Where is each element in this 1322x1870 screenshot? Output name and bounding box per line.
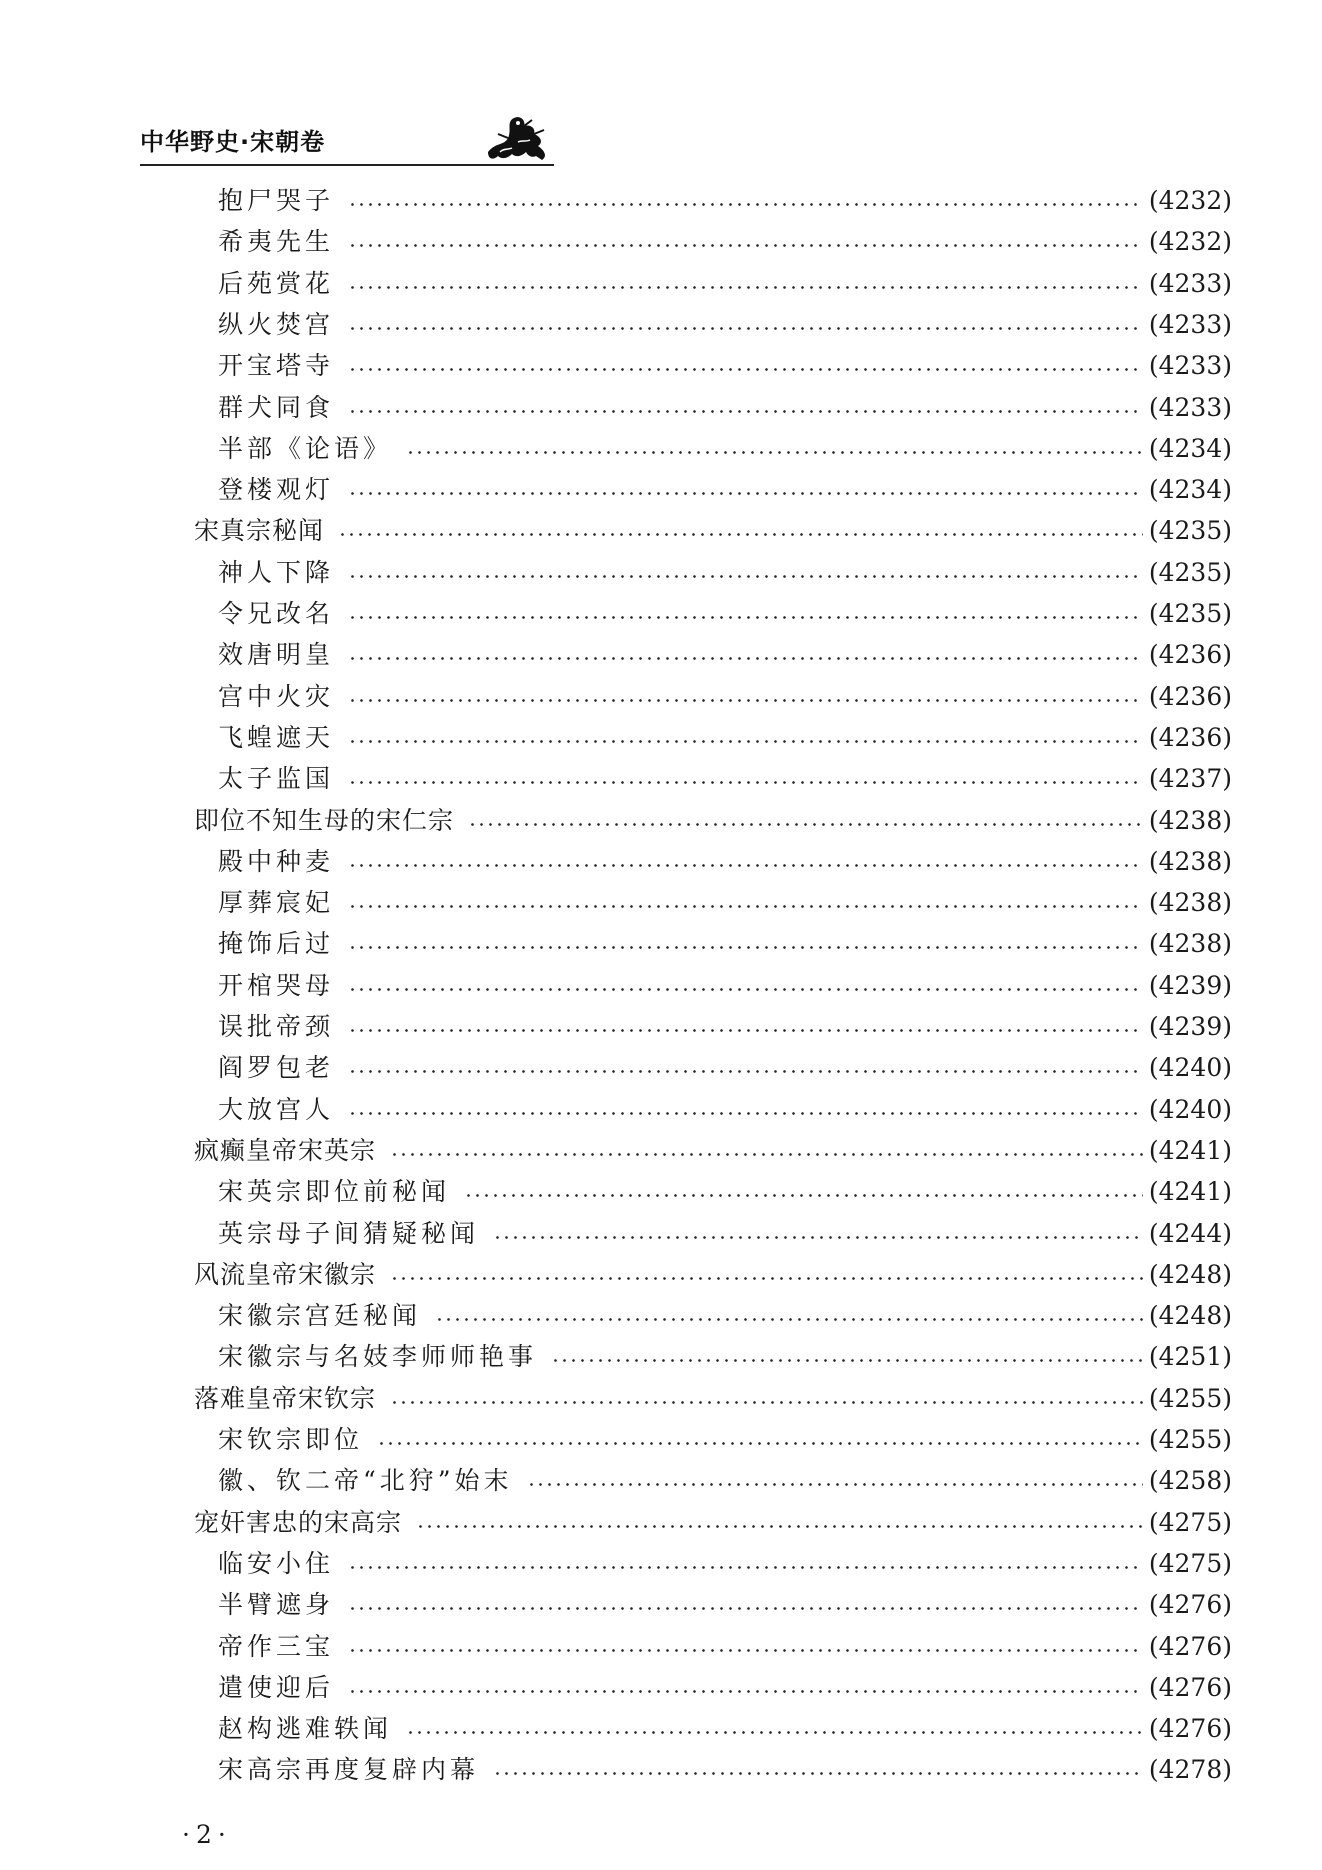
dot-leader — [464, 1194, 1143, 1197]
toc-entry-title: 临安小住 — [218, 1549, 335, 1578]
toc-entry-title: 令兄改名 — [218, 599, 335, 628]
toc-entry-title: 宫中火灾 — [218, 682, 335, 711]
dot-leader — [348, 286, 1143, 289]
toc-entry-page: (4241) — [1148, 1136, 1232, 1165]
toc-entry-title: 神人下降 — [218, 558, 335, 587]
toc-entry-page: (4233) — [1148, 393, 1232, 422]
dot-leader — [348, 864, 1143, 867]
toc-entry-page: (4244) — [1148, 1219, 1232, 1248]
toc-entry-page: (4240) — [1148, 1053, 1232, 1082]
toc-entry-page: (4234) — [1148, 475, 1232, 504]
dragon-icon — [478, 112, 556, 164]
toc-section-entry — [218, 306, 1232, 344]
toc-entry-page: (4234) — [1148, 434, 1232, 463]
toc-section-entry — [218, 1091, 1232, 1129]
dot-leader — [348, 740, 1143, 743]
dot-leader — [348, 368, 1143, 371]
toc-entry-title: 后苑赏花 — [218, 269, 335, 298]
toc-entry-page: (4241) — [1148, 1177, 1232, 1206]
toc-section-entry — [218, 925, 1232, 963]
dot-leader — [390, 1277, 1143, 1280]
toc-entry-title: 半臂遮身 — [218, 1590, 335, 1619]
toc-section-entry — [218, 1049, 1232, 1087]
toc-section-entry — [218, 967, 1232, 1005]
toc-entry-title: 开棺哭母 — [218, 971, 335, 1000]
toc-section-entry — [218, 1751, 1232, 1789]
toc-section-entry — [218, 389, 1232, 427]
dot-leader — [348, 1649, 1143, 1652]
dot-leader — [348, 699, 1143, 702]
toc-entry-title: 效唐明皇 — [218, 640, 335, 669]
toc-section-entry — [218, 347, 1232, 385]
toc-chapter-entry — [194, 512, 1232, 550]
dot-leader — [527, 1483, 1143, 1486]
toc-entry-title: 殿中种麦 — [218, 847, 335, 876]
page-number: ·2· — [182, 1820, 232, 1849]
dot-leader — [348, 781, 1143, 784]
toc-section-entry — [218, 1008, 1232, 1046]
toc-section-entry — [218, 1462, 1232, 1500]
toc-entry-title: 宋钦宗即位 — [218, 1425, 364, 1454]
dot-leader — [348, 946, 1143, 949]
toc-section-entry — [218, 182, 1232, 220]
toc-entry-page: (4236) — [1148, 682, 1232, 711]
toc-section-entry — [218, 760, 1232, 798]
dot-leader — [348, 492, 1143, 495]
toc-section-entry — [218, 1669, 1232, 1707]
toc-section-entry — [218, 554, 1232, 592]
dot-leader — [377, 1442, 1143, 1445]
toc-entry-title: 开宝塔寺 — [218, 351, 335, 380]
toc-entry-page: (4233) — [1148, 351, 1232, 380]
dot-leader — [338, 533, 1143, 536]
toc-section-entry — [218, 595, 1232, 633]
toc-entry-page: (4276) — [1148, 1590, 1232, 1619]
dot-leader — [390, 1153, 1143, 1156]
toc-entry-title: 太子监国 — [218, 764, 335, 793]
dot-leader — [348, 1112, 1143, 1115]
toc-section-entry — [218, 223, 1232, 261]
toc-entry-title: 大放宫人 — [218, 1095, 335, 1124]
toc-entry-page: (4238) — [1148, 888, 1232, 917]
dot-leader — [348, 616, 1143, 619]
toc-entry-title: 群犬同食 — [218, 393, 335, 422]
toc-entry-page: (4255) — [1148, 1384, 1232, 1413]
toc-entry-page: (4248) — [1148, 1301, 1232, 1330]
toc-section-entry — [218, 1421, 1232, 1459]
toc-entry-page: (4276) — [1148, 1714, 1232, 1743]
header-rule — [140, 164, 554, 166]
dot-leader — [348, 1070, 1143, 1073]
dot-leader — [493, 1236, 1143, 1239]
dot-leader — [348, 1566, 1143, 1569]
toc-entry-page: (4255) — [1148, 1425, 1232, 1454]
dot-leader — [348, 1607, 1143, 1610]
toc-section-entry — [218, 843, 1232, 881]
toc-entry-page: (4239) — [1148, 971, 1232, 1000]
toc-entry-page: (4248) — [1148, 1260, 1232, 1289]
toc-entry-title: 纵火焚宫 — [218, 310, 335, 339]
dot-leader — [348, 203, 1143, 206]
dot-leader — [348, 1029, 1143, 1032]
toc-section-entry — [218, 1710, 1232, 1748]
dot-leader — [348, 988, 1143, 991]
dot-leader — [348, 1690, 1143, 1693]
toc-entry-page: (4233) — [1148, 269, 1232, 298]
dot-leader — [348, 575, 1143, 578]
toc-entry-page: (4275) — [1148, 1508, 1232, 1537]
toc-entry-title: 赵构逃难轶闻 — [218, 1714, 393, 1743]
toc-entry-title: 宋高宗再度复辟内幕 — [218, 1755, 480, 1784]
toc-entry-title: 徽、钦二帝“北狩”始末 — [218, 1466, 513, 1495]
toc-section-entry — [218, 1297, 1232, 1335]
toc-section-entry — [218, 1545, 1232, 1583]
toc-chapter-entry — [194, 802, 1232, 840]
toc-section-entry — [218, 719, 1232, 757]
toc-entry-page: (4275) — [1148, 1549, 1232, 1578]
toc-section-entry — [218, 1338, 1232, 1376]
toc-entry-page: (4238) — [1148, 929, 1232, 958]
dot-leader — [348, 905, 1143, 908]
toc-entry-title: 半部《论语》 — [218, 434, 393, 463]
toc-entry-page: (4276) — [1148, 1673, 1232, 1702]
dot-leader — [348, 410, 1143, 413]
toc-entry-title: 宋英宗即位前秘闻 — [218, 1177, 451, 1206]
toc-entry-page: (4235) — [1148, 599, 1232, 628]
toc-entry-page: (4251) — [1148, 1342, 1232, 1371]
toc-entry-title: 飞蝗遮天 — [218, 723, 335, 752]
toc-section-entry — [218, 1215, 1232, 1253]
toc-entry-page: (4233) — [1148, 310, 1232, 339]
toc-entry-page: (4276) — [1148, 1632, 1232, 1661]
toc-entry-title: 遣使迎后 — [218, 1673, 335, 1702]
toc-chapter-entry — [194, 1380, 1232, 1418]
toc-section-entry — [218, 884, 1232, 922]
toc-entry-title: 登楼观灯 — [218, 475, 335, 504]
dot-leader — [416, 1525, 1143, 1528]
toc-entry-title: 英宗母子间猜疑秘闻 — [218, 1219, 480, 1248]
toc-entry-title: 掩饰后过 — [218, 929, 335, 958]
toc-section-entry — [218, 1628, 1232, 1666]
toc-entry-page: (4239) — [1148, 1012, 1232, 1041]
dot-leader — [348, 327, 1143, 330]
dot-leader — [468, 823, 1143, 826]
toc-entry-title: 阎罗包老 — [218, 1053, 335, 1082]
toc-entry-title: 抱尸哭子 — [218, 186, 335, 215]
toc-section-entry — [218, 1173, 1232, 1211]
toc-chapter-entry — [194, 1132, 1232, 1170]
toc-section-entry — [218, 1586, 1232, 1624]
toc-entry-page: (4240) — [1148, 1095, 1232, 1124]
toc-section-entry — [218, 678, 1232, 716]
toc-entry-title: 希夷先生 — [218, 227, 335, 256]
toc-entry-title: 风流皇帝宋徽宗 — [194, 1260, 377, 1289]
dot-leader — [493, 1772, 1143, 1775]
toc-entry-title: 疯癫皇帝宋英宗 — [194, 1136, 377, 1165]
toc-entry-page: (4232) — [1148, 186, 1232, 215]
toc-entry-page: (4235) — [1148, 516, 1232, 545]
toc-entry-page: (4236) — [1148, 723, 1232, 752]
toc-entry-page: (4278) — [1148, 1755, 1232, 1784]
toc-entry-title: 宋徽宗宫廷秘闻 — [218, 1301, 422, 1330]
toc-entry-title: 宠奸害忠的宋高宗 — [194, 1508, 403, 1537]
toc-entry-page: (4237) — [1148, 764, 1232, 793]
dot-leader — [348, 244, 1143, 247]
dot-leader — [406, 1731, 1143, 1734]
toc-entry-page: (4238) — [1148, 847, 1232, 876]
book-title: 中华野史·宋朝卷 — [140, 128, 326, 156]
toc-entry-page: (4232) — [1148, 227, 1232, 256]
toc-entry-page: (4258) — [1148, 1466, 1232, 1495]
toc-entry-page: (4236) — [1148, 640, 1232, 669]
toc-entry-title: 宋徽宗与名妓李师师艳事 — [218, 1342, 538, 1371]
toc-section-entry — [218, 636, 1232, 674]
toc-entry-page: (4238) — [1148, 806, 1232, 835]
toc-entry-title: 厚葬宸妃 — [218, 888, 335, 917]
running-header — [140, 112, 560, 164]
dot-leader — [390, 1401, 1143, 1404]
dot-leader — [551, 1359, 1143, 1362]
dot-leader — [435, 1318, 1143, 1321]
toc-entry-title: 误批帝颈 — [218, 1012, 335, 1041]
toc-section-entry — [218, 265, 1232, 303]
toc-entry-title: 帝作三宝 — [218, 1632, 335, 1661]
dot-leader — [406, 451, 1143, 454]
toc-entry-title: 即位不知生母的宋仁宗 — [194, 806, 455, 835]
toc-entry-title: 落难皇帝宋钦宗 — [194, 1384, 377, 1413]
toc-entry-page: (4235) — [1148, 558, 1232, 587]
toc-entry-title: 宋真宗秘闻 — [194, 516, 325, 545]
toc-chapter-entry — [194, 1504, 1232, 1542]
toc-section-entry — [218, 471, 1232, 509]
dot-leader — [348, 657, 1143, 660]
toc-section-entry — [218, 430, 1232, 468]
toc-chapter-entry — [194, 1256, 1232, 1294]
